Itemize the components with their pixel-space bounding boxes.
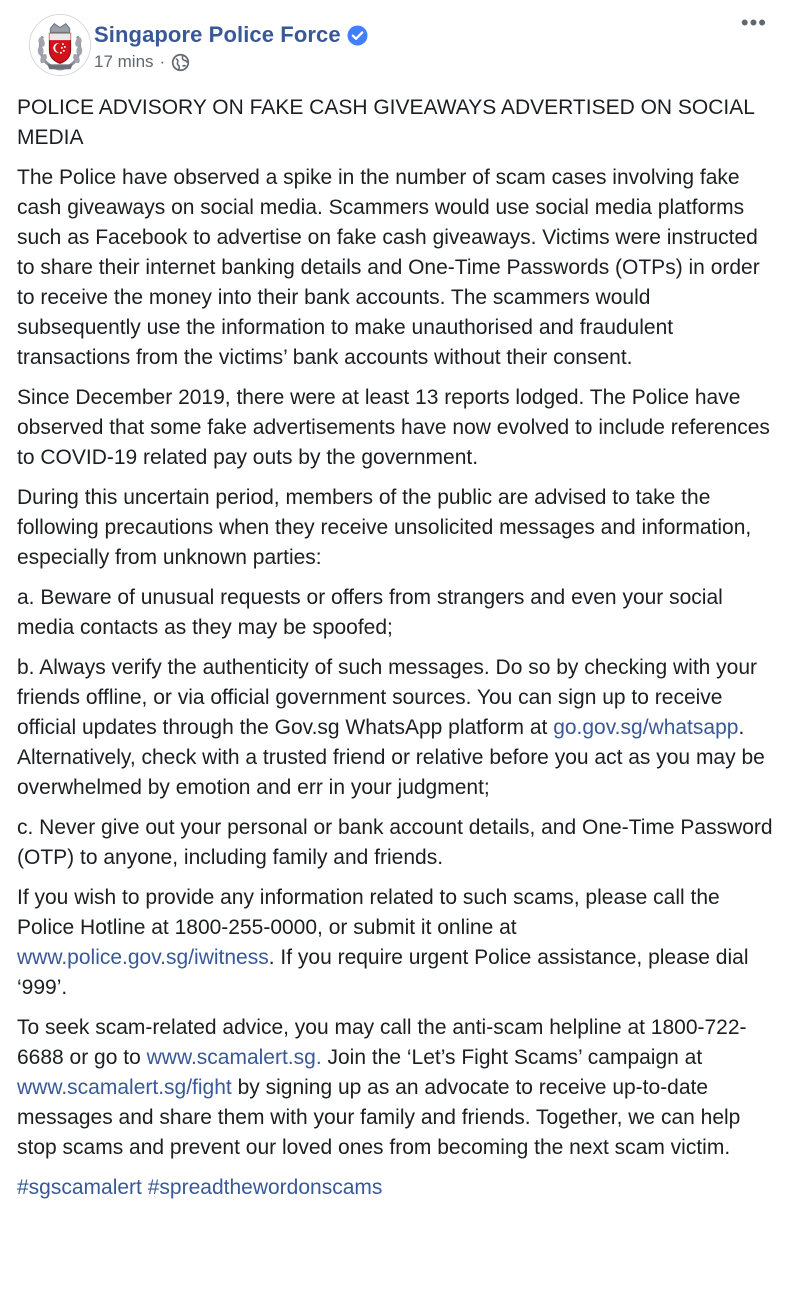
iwitness-link[interactable]: www.police.gov.sg/iwitness	[17, 946, 269, 969]
scamalert-link[interactable]: www.scamalert.sg.	[146, 1046, 322, 1069]
precaution-a: a. Beware of unusual requests or offers from strangers and even your social media contacts as they may be spoofed;	[17, 586, 723, 639]
paragraph-4-text: If you wish to provide any information related to such scams, please call the Police Hotline at 1800-255-0000, or submit it online at	[17, 886, 720, 939]
more-options-button[interactable]: •••	[740, 10, 767, 35]
post-meta	[94, 52, 190, 72]
hashtag-sgscamalert[interactable]: #sgscamalert	[17, 1176, 142, 1199]
hashtags	[17, 1173, 779, 1203]
paragraph-2: Since December 2019, there were at least 13 reports lodged. The Police have observed that some fake advertisements have now evolved to include references to COVID-19 related pay outs by the government.	[17, 386, 770, 469]
post-timestamp-link[interactable]: 17 mins	[94, 52, 154, 71]
precaution-c: c. Never give out your personal or bank account details, and One-Time Password (OTP) to anyone, including family and friends.	[17, 816, 773, 869]
verified-badge-icon	[347, 25, 368, 46]
author-row	[94, 22, 368, 48]
post-header	[17, 0, 779, 88]
paragraph-3: During this uncertain period, members of the public are advised to take the following precautions when they receive unsolicited messages and information, especially from unknown parties:	[17, 486, 752, 569]
paragraph-1: The Police have observed a spike in the number of scam cases involving fake cash giveaways on social media. Scammers would use social media platforms such as Facebook to advertise on fake cash giveaways. Victims were instructed to share their internet banking details and One-Time Passwords (OTPs) in order to receive the money into their bank accounts. The scammers would subsequently use the information to make unauthorised and fraudulent transactions from the victims’ bank accounts without their consent.	[17, 166, 760, 369]
precaution-b-text: b. Always verify the authenticity of such messages. Do so by checking with your friends offline, or via official government sources. You can sign up to receive official updates through the Gov.sg WhatsApp platform at	[17, 656, 758, 739]
paragraph-4	[17, 883, 779, 1003]
post-text	[17, 93, 779, 1203]
paragraph-5-text-mid: Join the ‘Let’s Fight Scams’ campaign at	[321, 1046, 703, 1069]
meta-separator: ·	[159, 52, 166, 71]
paragraph-5-text-end: by signing up as an advocate to receive up-to-date messages and share them with your family and friends. Together, we can help stop scams and prevent our loved ones from becoming the next scam victim.	[17, 1076, 741, 1159]
scamalert-fight-link[interactable]: www.scamalert.sg/fight	[17, 1076, 232, 1099]
page-avatar[interactable]	[29, 14, 91, 76]
precaution-b	[17, 653, 779, 803]
precaution-b-text-end: . Alternatively, check with a trusted friend or relative before you act as you may be overwhelmed by emotion and err in your judgment;	[17, 716, 765, 799]
paragraph-5-text: To seek scam-related advice, you may call the anti-scam helpline at 1800-722-6688 or go to	[17, 1016, 747, 1069]
paragraph-5	[17, 1013, 779, 1163]
spf-crest-icon	[30, 15, 90, 75]
page-name-link[interactable]: Singapore Police Force	[94, 22, 341, 47]
paragraph-4-text-end: . If you require urgent Police assistance, please dial ‘999’.	[17, 946, 749, 999]
globe-icon[interactable]	[171, 53, 190, 72]
hashtag-spreadthewordonscams[interactable]: #spreadthewordonscams	[147, 1176, 383, 1199]
gov-whatsapp-link[interactable]: go.gov.sg/whatsapp	[553, 716, 739, 739]
post-headline: POLICE ADVISORY ON FAKE CASH GIVEAWAYS ADVERTISED ON SOCIAL MEDIA	[17, 96, 755, 149]
